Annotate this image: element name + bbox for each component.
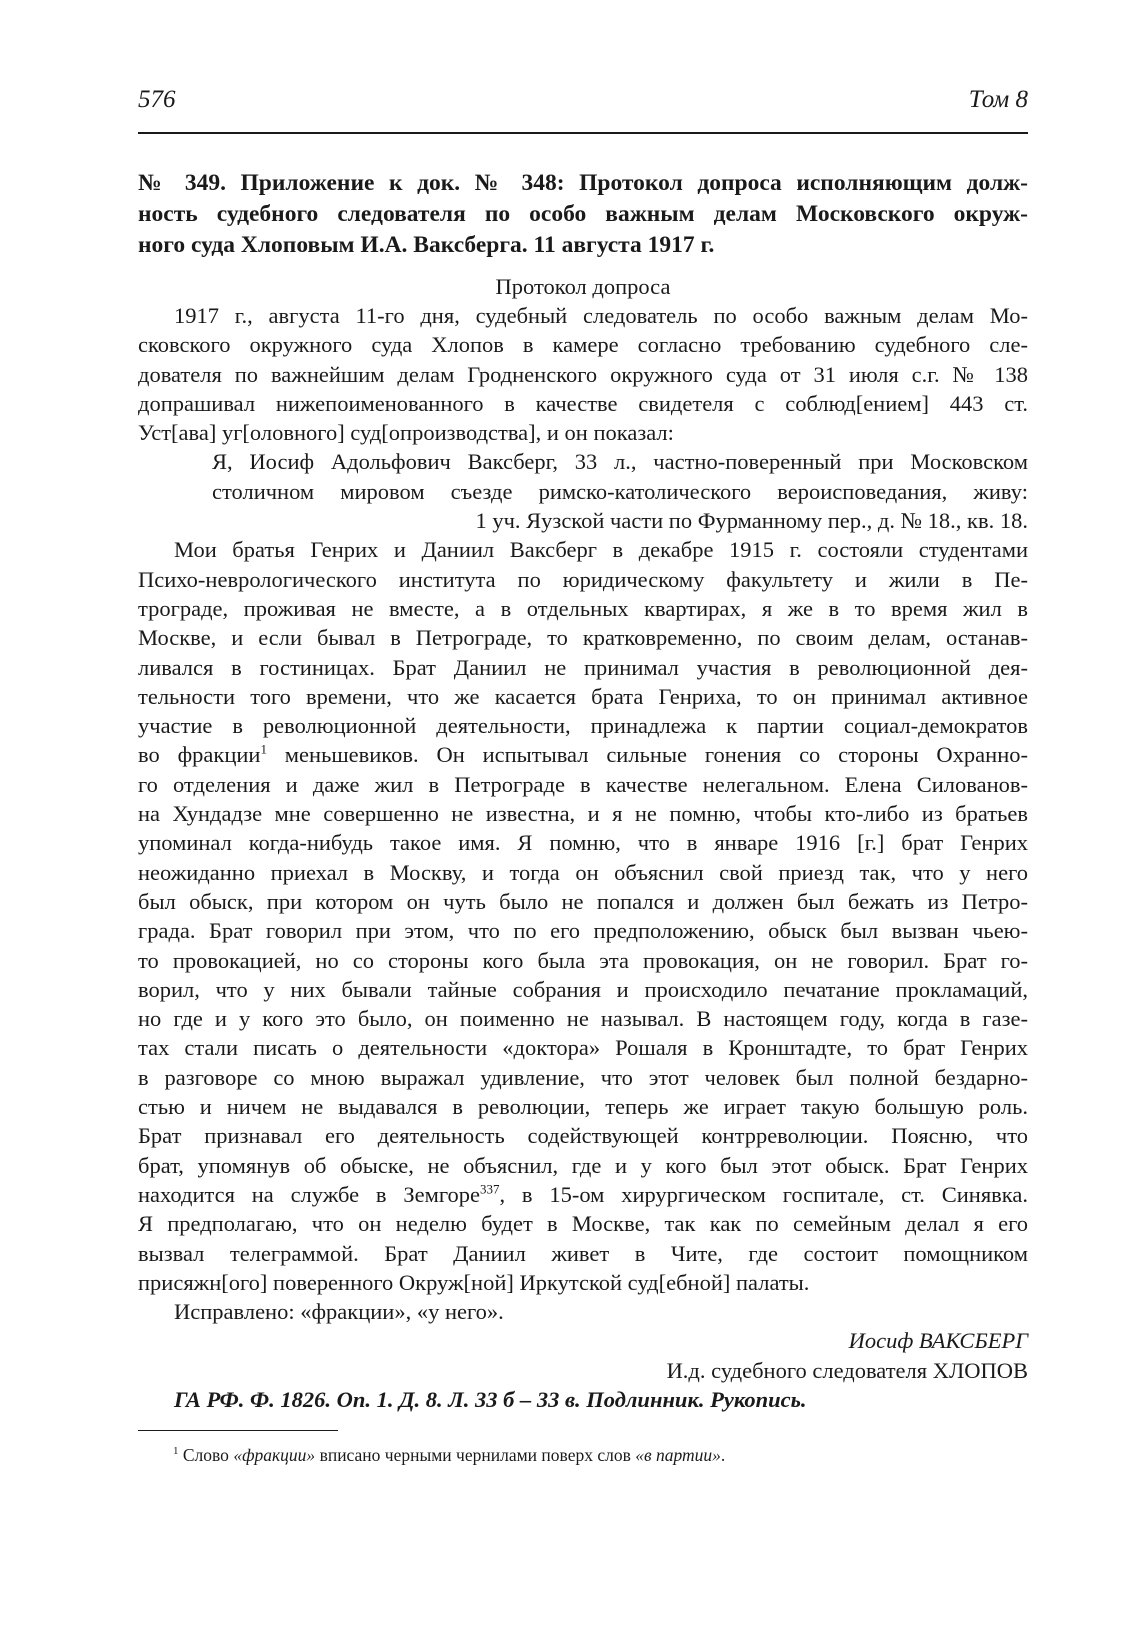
body-line: Я предполагаю, что он неделю будет в Москве, так как по семейным делал я его [138,1211,1028,1237]
witness-line: столичном мировом съезде римско-католического вероисповедания, живу: [212,478,1028,504]
body-line: го отделения и даже жил в Петрограде в качестве нелегальном. Елена Силованов- [138,771,1028,797]
body-line: неожиданно приехал в Москву, и тогда он объяснил свой приезд так, что у него [138,859,1028,885]
body-text-fragment: во фракции [138,742,261,768]
body-line: на Хундадзе мне совершенно не известна, и я не помню, чтобы кто-либо из братьев [138,801,1028,827]
body-line: сковского окружного суда Хлопов в камере согласно требованию судебного сле- [138,332,1028,358]
investigator-signature: И.д. судебного следователя ХЛОПОВ [666,1357,1028,1383]
body-line: участие в революционной деятельности, принадлежа к партии социал-демократов [138,713,1028,739]
footnote-number: 1 [173,1445,179,1458]
body-line: Психо-неврологического института по юридическому факультету и жили в Пе- [138,566,1028,592]
body-line: стью и ничем не выдавался в революции, теперь же играет такую большую роль. [138,1094,1028,1120]
body-line: 1917 г., августа 11-го дня, судебный следователь по особо важным делам Мо- [174,303,1028,328]
volume-label: Том 8 [968,86,1028,113]
body-line-with-footnote [138,1180,1028,1209]
document-title [138,168,1028,261]
footnote-word: «в партии» [635,1445,721,1465]
footnote-word: «фракции» [233,1445,316,1465]
body-text-fragment: находится на службе в Земгоре [138,1181,480,1207]
body-line: тах стали писать о деятельности «доктора» Рошаля в Кронштадте, то брат Генрих [138,1035,1028,1061]
body-line: ворил, что у них бывали тайные собрания и происходило печатание прокламаций, [138,976,1028,1002]
body-line: но где и у кого это было, он поименно не называл. В настоящем году, когда в газе- [138,1006,1028,1032]
footnote-marker[interactable]: 337 [480,1181,500,1197]
page-number: 576 [138,86,176,113]
body-line: допрашивал нижепоименованного в качестве свидетеля с соблюд[ением] 443 ст. [138,390,1028,416]
body-line: Брат признавал его деятельность содействующей контрреволюции. Поясню, что [138,1123,1028,1149]
footnote-text: вписано черными чернилами поверх слов [315,1445,636,1465]
protocol-subtitle: Протокол допроса [495,274,671,299]
body-line: брат, упомянув об обыске, не объяснил, где и у кого был этот обыск. Брат Генрих [138,1152,1028,1178]
body-line: дователя по важнейшим делам Гродненского окружного суда от 31 июля с.г. № 138 [138,361,1028,387]
footnote-text: Слово [178,1445,234,1465]
title-line: № 349. Приложение к док. № 348: Протокол допроса исполняющим долж- [138,170,1028,196]
body-line: упоминал когда-нибудь такое имя. Я помню, что в январе 1916 [г.] брат Генрих [138,830,1028,856]
body-line-with-footnote [138,740,1028,769]
title-line: ность судебного следователя по особо важным делам Московского окруж- [138,201,1028,227]
body-line: Уст[ава] уг[оловного] суд[опроизводства], и он показал: [138,420,674,446]
witness-line: 1 уч. Яузской части по Фурманному пер., д. № 18., кв. 18. [475,508,1028,534]
body-line: трограде, проживая не вместе, а в отдельных квартирах, я же в то время жил в [138,595,1028,621]
body-text-fragment: , в 15-ом хирургическом госпитале, ст. Синявка. [499,1181,1028,1207]
body-line: ливался в гостиницах. Брат Даниил не принимал участия в революционной дея- [138,654,1028,680]
archive-reference: ГА РФ. Ф. 1826. Оп. 1. Д. 8. Л. 33 б – 33 в. Подлинник. Рукопись. [174,1386,807,1412]
header-rule [138,132,1028,134]
running-header [138,86,1028,122]
footnote [173,1444,1028,1466]
body-line: града. Брат говорил при этом, что по его предположению, обыск был вызван чьею- [138,918,1028,944]
witness-line: Я, Иосиф Адольфович Ваксберг, 33 л., частно-поверенный при Московском [212,449,1028,475]
footnote-text: . [720,1445,726,1465]
document-body [138,301,1028,1414]
body-line: Мои братья Генрих и Даниил Ваксберг в декабре 1915 г. состояли студентами [174,537,1028,563]
body-line: то провокацией, но со стороны кого была эта провокация, он не говорил. Брат го- [138,947,1028,973]
footnote-rule [138,1430,338,1431]
footnote-marker[interactable]: 1 [260,741,267,757]
correction-note: Исправлено: «фракции», «у него». [174,1299,504,1325]
body-line: Москве, и если бывал в Петрограде, то кратковременно, по своим делам, останав- [138,625,1028,651]
body-line: вызвал телеграммой. Брат Даниил живет в Чите, где состоит помощником [138,1240,1028,1266]
body-text-fragment: меньшевиков. Он испытывал сильные гонения со стороны Охранно- [266,742,1028,768]
body-line: был обыск, при котором он чуть было не попался и должен был бежать из Петро- [138,888,1028,914]
title-line: ного суда Хлоповым И.А. Ваксберга. 11 августа 1917 г. [138,232,715,258]
body-line: присяжн[ого] поверенного Окруж[ной] Иркутской суд[ебной] палаты. [138,1269,810,1295]
witness-signature: Иосиф ВАКСБЕРГ [848,1328,1028,1354]
body-line: в разговоре со мною выражал удивление, что этот человек был полной бездарно- [138,1064,1028,1090]
body-line: тельности того времени, что же касается брата Генриха, то он принимал активное [138,683,1028,709]
